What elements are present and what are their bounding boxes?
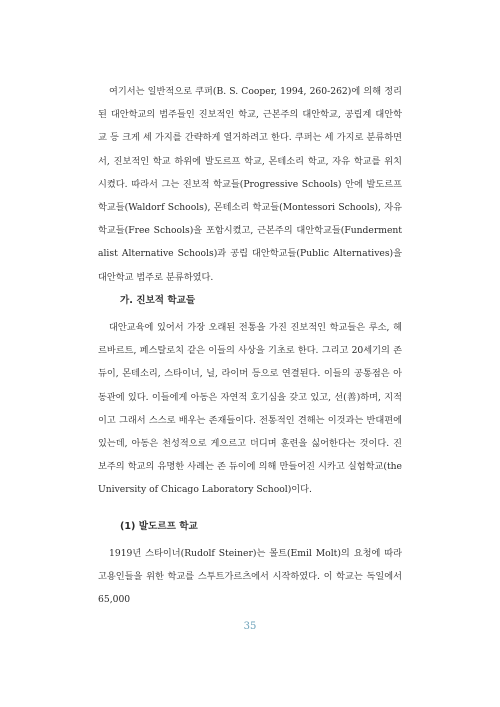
- section-heading-progressive-schools: 가. 진보적 학교들: [120, 295, 196, 306]
- page-body: [98, 80, 402, 606]
- page-number: 35: [243, 621, 257, 632]
- paragraph-waldorf-school: 1919년 스타이너(Rudolf Steiner)는 몰트(Emil Molt)의 요청에 따라 고용인들을 위한 학교를 스투트가르츠에서 시작하였다. 이 학교는 독일에서 65,000: [98, 548, 402, 606]
- section-heading-waldorf-school: (1) 발도르프 학교: [120, 521, 198, 532]
- paragraph-progressive-schools: 대안교육에 있어서 가장 오래된 전통을 가진 진보적인 학교들은 루소, 헤르바르트, 페스탈로치 같은 이들의 사상을 기초로 한다. 그리고 20세기의 존 듀이, 몬테소리, 스타이너, 닐, 라이머 등으로 연결된다. 이들의 공통점은 아동관에 있다. 이들에게 아동은 자연적 호기심을 갖고 있고, 선(善)하며, 지적이고 그래서 스스로 배우는 존재들이다. 전통적인 견해는 이것과는 반대편에 있는데, 아동은 천성적으로 게으르고 더디며 훈련을 싫어한다는 것이다. 진보주의 학교의 유명한 사례는 존 듀이에 의해 만들어진 시카고 실험학교(the University of Chicago Laboratory School)이다.: [98, 322, 402, 496]
- paragraph-intro: 여기서는 일반적으로 쿠퍼(B. S. Cooper, 1994, 260-262)에 의해 정리된 대안학교의 범주들인 진보적인 학교, 근본주의 대안학교, 공립계 대안학교 등 크게 세 가지를 간략하게 열거하려고 한다. 쿠퍼는 세 가지로 분류하면서, 진보적인 학교 하위에 발도르프 학교, 몬테소리 학교, 자유 학교를 위치시켰다. 따라서 그는 진보적 학교들(Progressive Schools) 안에 발도르프 학교들(Waldorf Schools), 몬테소리 학교들(Montessori Schools), 자유 학교들(Free Schools)을 포함시켰고, 근본주의 대안학교들(Fundermentalist Alternative Schools)과 공립 대안학교들(Public Alternatives)을 대안학교 범주로 분류하였다.: [98, 86, 402, 283]
